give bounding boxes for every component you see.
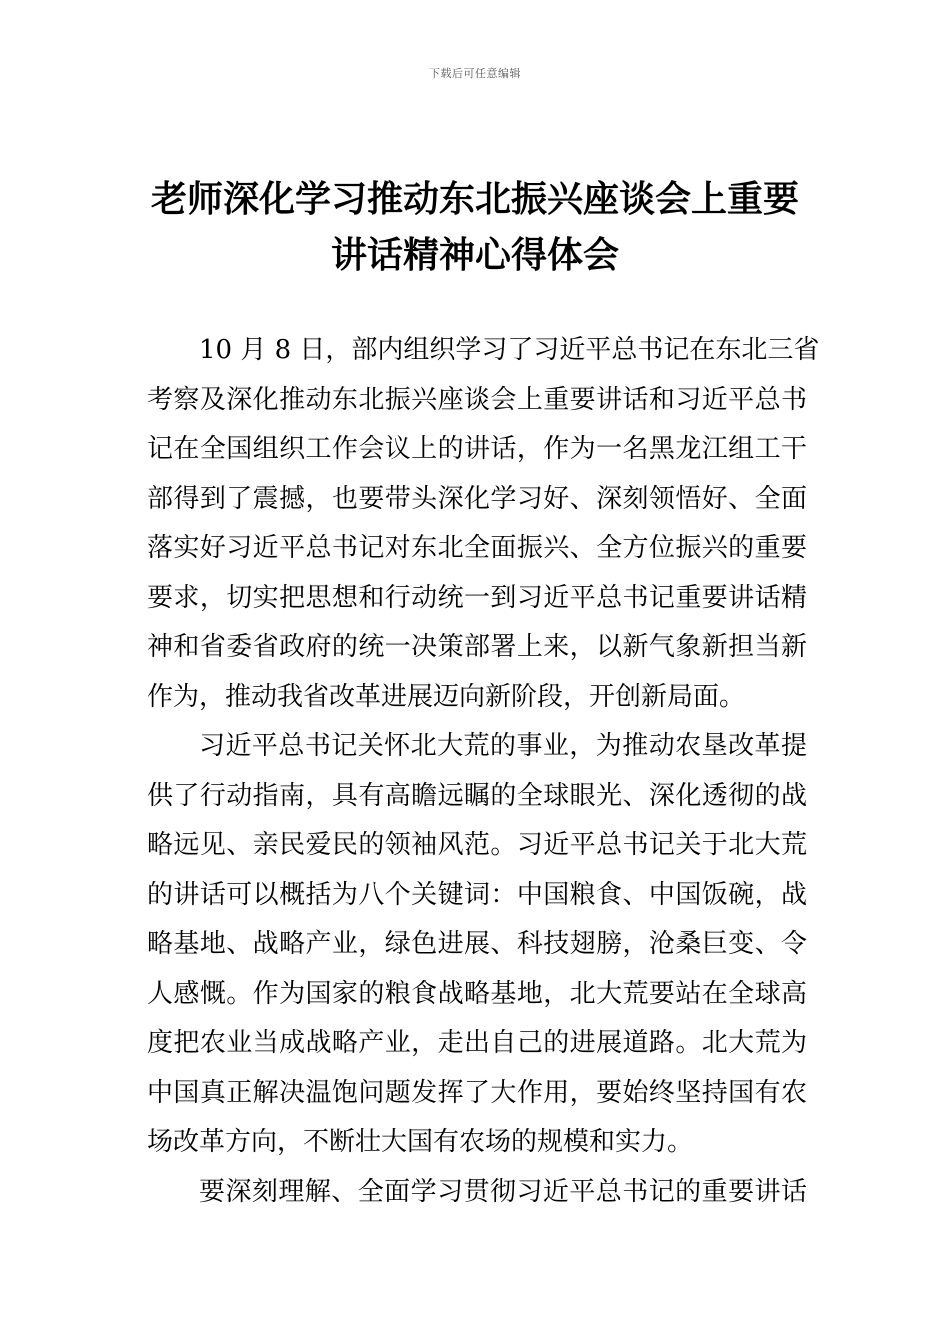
paragraph-line: 习近平总书记关怀北大荒的事业，为推动农垦改革提 [199,731,807,761]
paragraph-line: 作为，推动我省改革进展迈向新阶段，开创新局面。 [147,681,746,712]
paragraph-line: 略远见、亲民爱民的领袖风范。习近平总书记关于北大荒 [147,830,807,860]
document-body [147,326,820,1217]
paragraph-line: 要深刻理解、全面学习贯彻习近平总书记的重要讲话 [199,1176,807,1207]
paragraph-line: 的讲话可以概括为八个关键词：中国粮食、中国饭碗，战 [147,879,807,910]
paragraph-2 [147,722,807,1168]
paragraph-line: 供了行动指南，具有高瞻远瞩的全球眼光、深化透彻的战 [147,780,807,811]
paragraph-line: 部得到了震撼，也要带头深化学习好、深刻领悟好、全面 [147,483,807,514]
document-title [145,172,805,284]
paragraph-line: 度把农业当成战略产业，走出自己的进展道路。北大荒为 [147,1028,807,1058]
paragraph-line: 神和省委省政府的统一决策部署上来，以新气象新担当新 [147,632,807,662]
paragraph-line: 要求，切实把思想和行动统一到习近平总书记重要讲话精 [147,582,807,613]
paragraph-line: 中国真正解决温饱问题发挥了大作用，要始终坚持国有农 [147,1077,807,1108]
title-line-1: 老师深化学习推动东北振兴座谈会上重要 [150,179,799,220]
paragraph-line: 落实好习近平总书记对东北全面振兴、全方位振兴的重要 [147,533,807,563]
paragraph-line: 10 月 8 日，部内组织学习了习近平总书记在东北三省 [199,335,820,365]
header-note: 下载后可任意编辑 [429,67,521,80]
paragraph-1 [147,326,820,722]
paragraph-line: 记在全国组织工作会议上的讲话，作为一名黑龙江组工干 [147,434,807,464]
paragraph-line: 人感慨。作为国家的粮食战略基地，北大荒要站在全球高 [147,978,807,1009]
paragraph-line: 略基地、战略产业，绿色进展、科技翅膀，沧桑巨变、令 [147,929,807,959]
paragraph-3 [147,1168,807,1218]
paragraph-line: 场改革方向，不断壮大国有农场的规模和实力。 [147,1127,694,1157]
title-line-2: 讲话精神心得体会 [330,235,619,276]
paragraph-line: 考察及深化推动东北振兴座谈会上重要讲话和习近平总书 [147,384,807,415]
